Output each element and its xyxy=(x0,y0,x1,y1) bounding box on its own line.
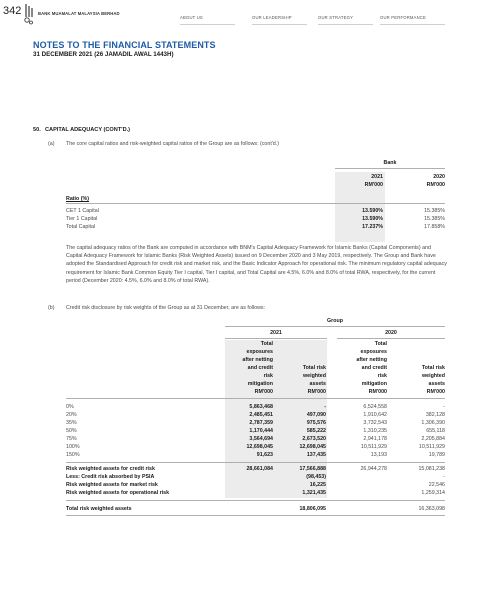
col-header-exposures-2020: risk xyxy=(377,373,387,379)
col-header-exposures-2020: after netting xyxy=(356,357,387,363)
part-b-label: (b) xyxy=(48,305,55,311)
summary-rwa-2020: 15,081,238 xyxy=(418,466,445,472)
col-header-exposures-2021: and credit xyxy=(247,365,273,371)
exposure-2021: 5,863,468 xyxy=(249,404,273,410)
rw-label: 0% xyxy=(66,404,74,410)
col-header-rwa-2021: assets xyxy=(309,381,326,387)
ratio-cet1-2020: 15.385% xyxy=(424,208,445,214)
page-title: NOTES TO THE FINANCIAL STATEMENTS xyxy=(33,40,216,50)
section-title: CAPITAL ADEQUACY (CONT'D.) xyxy=(45,127,131,133)
summary-rwa-2021: 1,321,435 xyxy=(302,490,326,496)
summary-exposure-2020: 26,944,278 xyxy=(360,466,387,472)
col-header-rwa-2021: RM'000 xyxy=(307,389,326,395)
exposure-2020: 1,910,642 xyxy=(363,412,387,418)
exposure-2021: 3,564,694 xyxy=(249,436,273,442)
exposure-2021: 12,698,045 xyxy=(246,444,273,450)
year-2021-b: 2021 xyxy=(270,330,282,336)
summary-label: Risk weighted assets for credit risk xyxy=(66,466,155,472)
nav-divider xyxy=(252,24,307,25)
exposure-2020: 10,511,929 xyxy=(360,444,387,450)
rwa-2020: 19,789 xyxy=(428,452,445,458)
part-a-label: (a) xyxy=(48,141,55,147)
col-header-exposures-2021: Total xyxy=(260,341,273,347)
summary-rwa-2021: 16,225 xyxy=(309,482,326,488)
rwa-2021: 137,435 xyxy=(306,452,326,458)
col-header-rwa-2021: Total risk xyxy=(302,365,326,371)
rwa-2021: - xyxy=(324,404,326,410)
total-label: Total risk weighted assets xyxy=(66,506,132,512)
bank-name: BANK MUAMALAT MALAYSIA BERHAD xyxy=(38,11,120,16)
col-header-rwa-2021: weighted xyxy=(303,373,326,379)
ratio-total-2021: 17.237% xyxy=(362,224,383,230)
rwa-2020: - xyxy=(443,404,445,410)
unit-2020: RM'000 xyxy=(426,182,445,188)
summary-rwa-2020: 22,546 xyxy=(428,482,445,488)
year-2021: 2021 xyxy=(371,174,383,180)
ratio-total-2020: 17.858% xyxy=(424,224,445,230)
exposure-2021: 2,787,359 xyxy=(249,420,273,426)
part-b-intro: Credit risk disclosure by risk weights of the Group as at 31 December, are as follows: xyxy=(66,305,266,311)
ratio-tier1-2020: 15.385% xyxy=(424,216,445,222)
ratio-label-cet1: CET 1 Capital xyxy=(66,208,99,214)
col-header-rwa-2020: assets xyxy=(428,381,445,387)
summary-exposure-2021: 28,661,084 xyxy=(246,466,273,472)
bank-logo-icon xyxy=(23,3,34,25)
nav-about-us[interactable]: ABOUT US xyxy=(180,15,203,20)
col-header-exposures-2020: mitigation xyxy=(361,381,387,387)
rwa-2020: 1,306,390 xyxy=(421,420,445,426)
total-rule xyxy=(66,500,445,501)
summary-rwa-2021: (98,453) xyxy=(306,474,326,480)
summary-rule xyxy=(66,462,445,463)
col-header-exposures-2020: RM'000 xyxy=(368,389,387,395)
col-header-exposures-2021: mitigation xyxy=(247,381,273,387)
rwa-2020: 382,128 xyxy=(425,412,445,418)
summary-rwa-2021: 17,566,888 xyxy=(299,466,326,472)
rwa-2020: 655,118 xyxy=(426,428,445,434)
nav-our-strategy[interactable]: OUR STRATEGY xyxy=(318,15,354,20)
exposure-2020: 3,732,543 xyxy=(363,420,387,426)
col-header-exposures-2020: exposures xyxy=(360,349,387,355)
exposure-2020: 6,524,558 xyxy=(363,404,387,410)
year-2020-b: 2020 xyxy=(385,330,397,336)
bank-header: Bank xyxy=(383,160,397,166)
capital-adequacy-paragraph: The capital adequacy ratios of the Bank are computed in accordance with BNM's Capital Adequacy Framework for Islamic Banks (Capital Components) and Capital Adequacy Framework for Islamic Banks (Risk Weighted Assets) issued on 9 December 2020 and 3 May 2019, respectively. The Group and Bank have adopted the Standardised Approach for credit risk and market risk, and the Basic Indicator Approach for operational risk. The minimum regulatory capital adequacy requirement for Islamic Bank Common Equity Tier I capital, Tier I capital, and Total Capital are 4.5%, 6.0% and 8.0% of total RWA, respectively, for the current period (December 2020: 4.5%, 6.0% and 8.0% of total RWA). xyxy=(66,245,447,284)
summary-rwa-2020: 1,259,314 xyxy=(421,490,445,496)
summary-label: Less: Credit risk absorbed by PSIA xyxy=(66,474,155,480)
ratio-label-total: Total Capital xyxy=(66,224,96,230)
nav-divider xyxy=(180,24,235,25)
year-2020: 2020 xyxy=(433,174,445,180)
col-header-rwa-2020: RM'000 xyxy=(426,389,445,395)
rw-label: 20% xyxy=(66,412,77,418)
rwa-2021: 975,576 xyxy=(306,420,326,426)
ratio-cet1-2021: 13.590% xyxy=(362,208,383,214)
summary-label: Risk weighted assets for market risk xyxy=(66,482,158,488)
year-rule xyxy=(225,338,327,339)
rwa-2020: 10,511,929 xyxy=(418,444,445,450)
rw-label: 75% xyxy=(66,436,77,442)
rwa-2021: 12,698,045 xyxy=(299,444,326,450)
nav-our-performance[interactable]: OUR PERFORMANCE xyxy=(380,15,427,20)
part-a-intro: The core capital ratios and risk-weighted capital ratios of the Group are as follows: (cont'd.) xyxy=(66,141,279,147)
year-rule xyxy=(337,338,445,339)
exposure-2021: 1,170,444 xyxy=(249,428,273,434)
total-rwa-2021: 18,806,095 xyxy=(299,506,326,512)
exposure-2021: 2,485,451 xyxy=(249,412,273,418)
page-number: 342 xyxy=(3,5,22,17)
ratio-tier1-2021: 13.590% xyxy=(362,216,383,222)
table-header-rule xyxy=(66,398,445,399)
col-header-exposures-2021: RM'000 xyxy=(254,389,273,395)
rwa-2021: 2,673,520 xyxy=(302,436,326,442)
ratio-label-tier1: Tier 1 Capital xyxy=(66,216,98,222)
group-header: Group xyxy=(327,318,343,324)
col-header-exposures-2021: after netting xyxy=(242,357,273,363)
section-number: 50. xyxy=(33,127,41,133)
summary-rwa-2020: - xyxy=(443,474,445,480)
ratio-heading: Ratio (%) xyxy=(66,196,89,202)
total-bottom-rule xyxy=(66,515,445,516)
exposure-2020: 1,310,235 xyxy=(363,428,387,434)
rwa-2021: 497,090 xyxy=(306,412,326,418)
group-rule xyxy=(225,326,445,327)
rw-label: 100% xyxy=(66,444,80,450)
exposure-2021: 91,623 xyxy=(256,452,273,458)
header-rule xyxy=(335,168,445,169)
total-rwa-2020: 16,363,098 xyxy=(418,506,445,512)
unit-2021: RM'000 xyxy=(364,182,383,188)
exposure-2020: 13,193 xyxy=(370,452,387,458)
col-header-exposures-2020: Total xyxy=(374,341,387,347)
page-subtitle: 31 DECEMBER 2021 (26 JAMADIL AWAL 1443H) xyxy=(33,51,174,58)
ratio-rule xyxy=(66,203,445,204)
rw-label: 35% xyxy=(66,420,77,426)
col-header-exposures-2020: and credit xyxy=(361,365,387,371)
nav-divider xyxy=(380,24,445,25)
col-header-rwa-2020: weighted xyxy=(422,373,445,379)
col-header-rwa-2020: Total risk xyxy=(421,365,445,371)
col-header-exposures-2021: exposures xyxy=(246,349,273,355)
nav-divider xyxy=(318,24,373,25)
rw-label: 50% xyxy=(66,428,77,434)
exposure-2020: 2,941,178 xyxy=(363,436,387,442)
rwa-2021: 585,222 xyxy=(306,428,326,434)
rwa-2020: 2,205,884 xyxy=(421,436,445,442)
col-header-exposures-2021: risk xyxy=(263,373,273,379)
summary-label: Risk weighted assets for operational risk xyxy=(66,490,170,496)
nav-our-leadership[interactable]: OUR LEADERSHIP xyxy=(252,15,292,20)
rw-label: 150% xyxy=(66,452,80,458)
